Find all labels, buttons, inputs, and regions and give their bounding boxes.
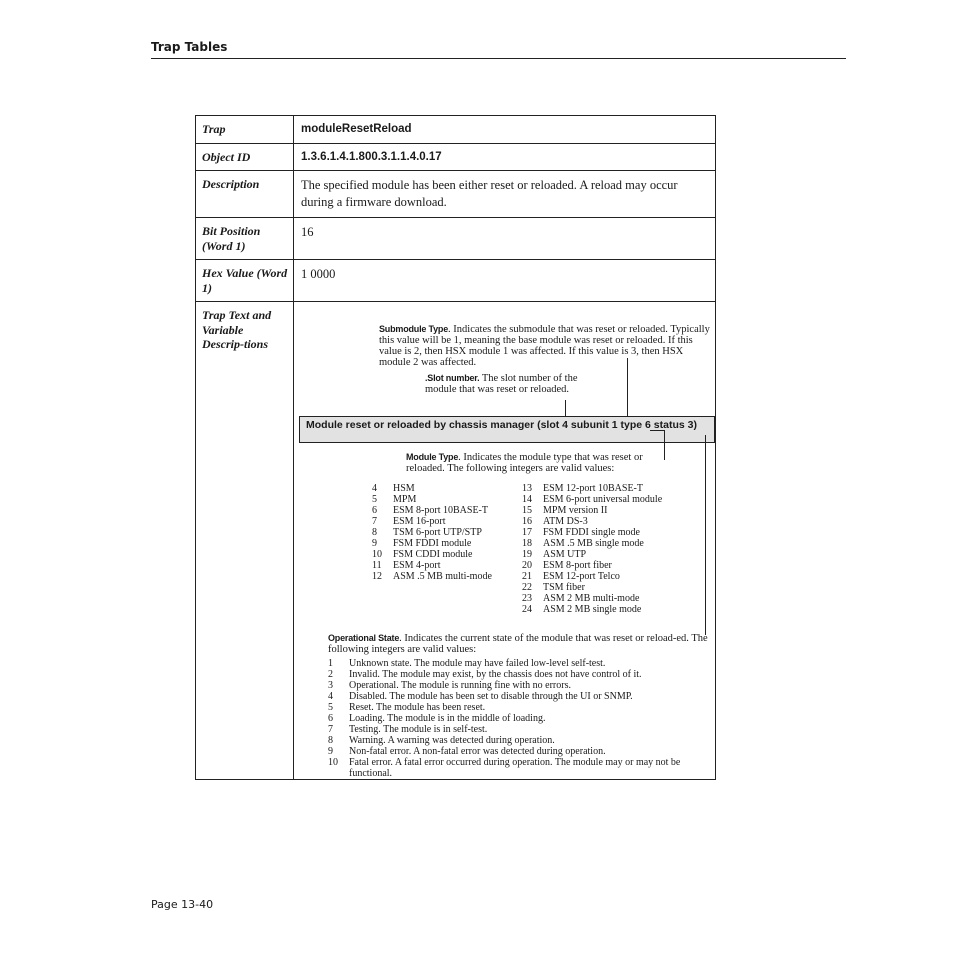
bit-position-label: Bit Position (Word 1) — [196, 218, 294, 260]
trap-text-row — [196, 302, 716, 780]
hex-value-label: Hex Value (Word 1) — [196, 260, 294, 302]
trap-text-label: Trap Text and Variable Descrip-tions — [196, 302, 294, 780]
list-item: 11 ESM 4-port — [372, 560, 441, 571]
submodule-key: Submodule Type — [379, 324, 449, 334]
list-item: 19 ASM UTP — [522, 549, 587, 560]
moduletype-text: . Indicates the module type that was reset or reloaded. The following integers are valid values: — [406, 452, 643, 474]
hex-value-row — [196, 260, 716, 302]
moduletype-leader-tick — [650, 430, 664, 431]
page-number: Page 13-40 — [151, 898, 214, 911]
submodule-leader-line — [627, 358, 628, 416]
list-item: 6 ESM 8-port 10BASE-T — [372, 505, 488, 516]
submodule-text: . Indicates the submodule that was reset or reloaded. Typically this value will be 1, meaning the base module was reset or reloaded. If this value is 2, then HSX module 1 was affected. If this value is 3, then HSX module 2 was affected. — [379, 324, 710, 368]
list-item: 8 Warning. A warning was detected during operation. — [328, 735, 555, 746]
object-id-label: Object ID — [196, 143, 294, 171]
list-item: 5 Reset. The module has been reset. — [328, 702, 486, 713]
bit-position-value: 16 — [294, 218, 716, 260]
description-label: Description — [196, 171, 294, 218]
list-item: 10 Fatal error. A fatal error occurred during operation. The module may or may not be functional. — [328, 757, 681, 779]
object-id-value: 1.3.6.1.4.1.800.3.1.1.4.0.17 — [294, 143, 716, 171]
description-row — [196, 171, 716, 218]
trap-message-box: Module reset or reloaded by chassis manager (slot 4 subunit 1 type 6 status 3) — [299, 416, 715, 443]
list-item: 15 MPM version II — [522, 505, 608, 516]
trap-value: moduleResetReload — [294, 116, 716, 144]
list-item: 14 ESM 6-port universal module — [522, 494, 663, 505]
object-id-row — [196, 143, 716, 171]
opstate-annotation — [328, 633, 718, 655]
list-item: 8 TSM 6-port UTP/STP — [372, 527, 482, 538]
submodule-annotation — [379, 324, 712, 368]
opstate-text: . Indicates the current state of the module that was reset or reload-ed. The following integers are valid values: — [328, 633, 708, 655]
list-item: 3 Operational. The module is running fine with no errors. — [328, 680, 571, 691]
list-item: 23 ASM 2 MB multi-mode — [522, 593, 640, 604]
list-item: 9 FSM FDDI module — [372, 538, 472, 549]
list-item: 18 ASM .5 MB single mode — [522, 538, 644, 549]
bit-position-row — [196, 218, 716, 260]
moduletype-key: Module Type — [406, 452, 459, 462]
op-states-list — [328, 658, 718, 779]
list-item: 1 Unknown state. The module may have failed low-level self-test. — [328, 658, 606, 669]
list-item: 21 ESM 12-port Telco — [522, 571, 620, 582]
list-item: 20 ESM 8-port fiber — [522, 560, 612, 571]
list-item: 10 FSM CDDI module — [372, 549, 473, 560]
list-item: 4 Disabled. The module has been set to disable through the UI or SNMP. — [328, 691, 633, 702]
header-rule — [151, 58, 846, 59]
list-item: 16 ATM DS-3 — [522, 516, 588, 527]
list-item: 4 HSM — [372, 483, 415, 494]
opstate-key: Operational State — [328, 633, 400, 643]
trap-table — [195, 115, 716, 780]
opstate-leader-line — [705, 435, 706, 635]
slot-annotation — [425, 373, 610, 395]
list-item: 13 ESM 12-port 10BASE-T — [522, 483, 643, 494]
trap-text-diagram — [294, 302, 716, 780]
trap-label: Trap — [196, 116, 294, 144]
description-value: The specified module has been either reset or reloaded. A reload may occur during a firmware download. — [294, 171, 716, 218]
list-item: 7 ESM 16-port — [372, 516, 446, 527]
list-item: 5 MPM — [372, 494, 417, 505]
list-item: 9 Non-fatal error. A non-fatal error was detected during operation. — [328, 746, 606, 757]
moduletype-annotation — [406, 452, 684, 474]
hex-value-value: 1 0000 — [294, 260, 716, 302]
list-item: 24 ASM 2 MB single mode — [522, 604, 642, 615]
list-item: 12 ASM .5 MB multi-mode — [372, 571, 492, 582]
list-item: 22 TSM fiber — [522, 582, 585, 593]
slot-key: .Slot number. — [425, 373, 480, 383]
slot-leader-line — [565, 400, 566, 416]
page-header-title: Trap Tables — [151, 40, 228, 54]
list-item: 7 Testing. The module is in self-test. — [328, 724, 488, 735]
slot-text: The slot number of the module that was reset or reloaded. — [425, 373, 578, 395]
module-types-left-list — [372, 483, 492, 582]
list-item: 2 Invalid. The module may exist, by the chassis does not have control of it. — [328, 669, 642, 680]
trap-row — [196, 116, 716, 144]
module-types-right-list — [522, 483, 662, 615]
list-item: 17 FSM FDDI single mode — [522, 527, 640, 538]
list-item: 6 Loading. The module is in the middle of loading. — [328, 713, 546, 724]
